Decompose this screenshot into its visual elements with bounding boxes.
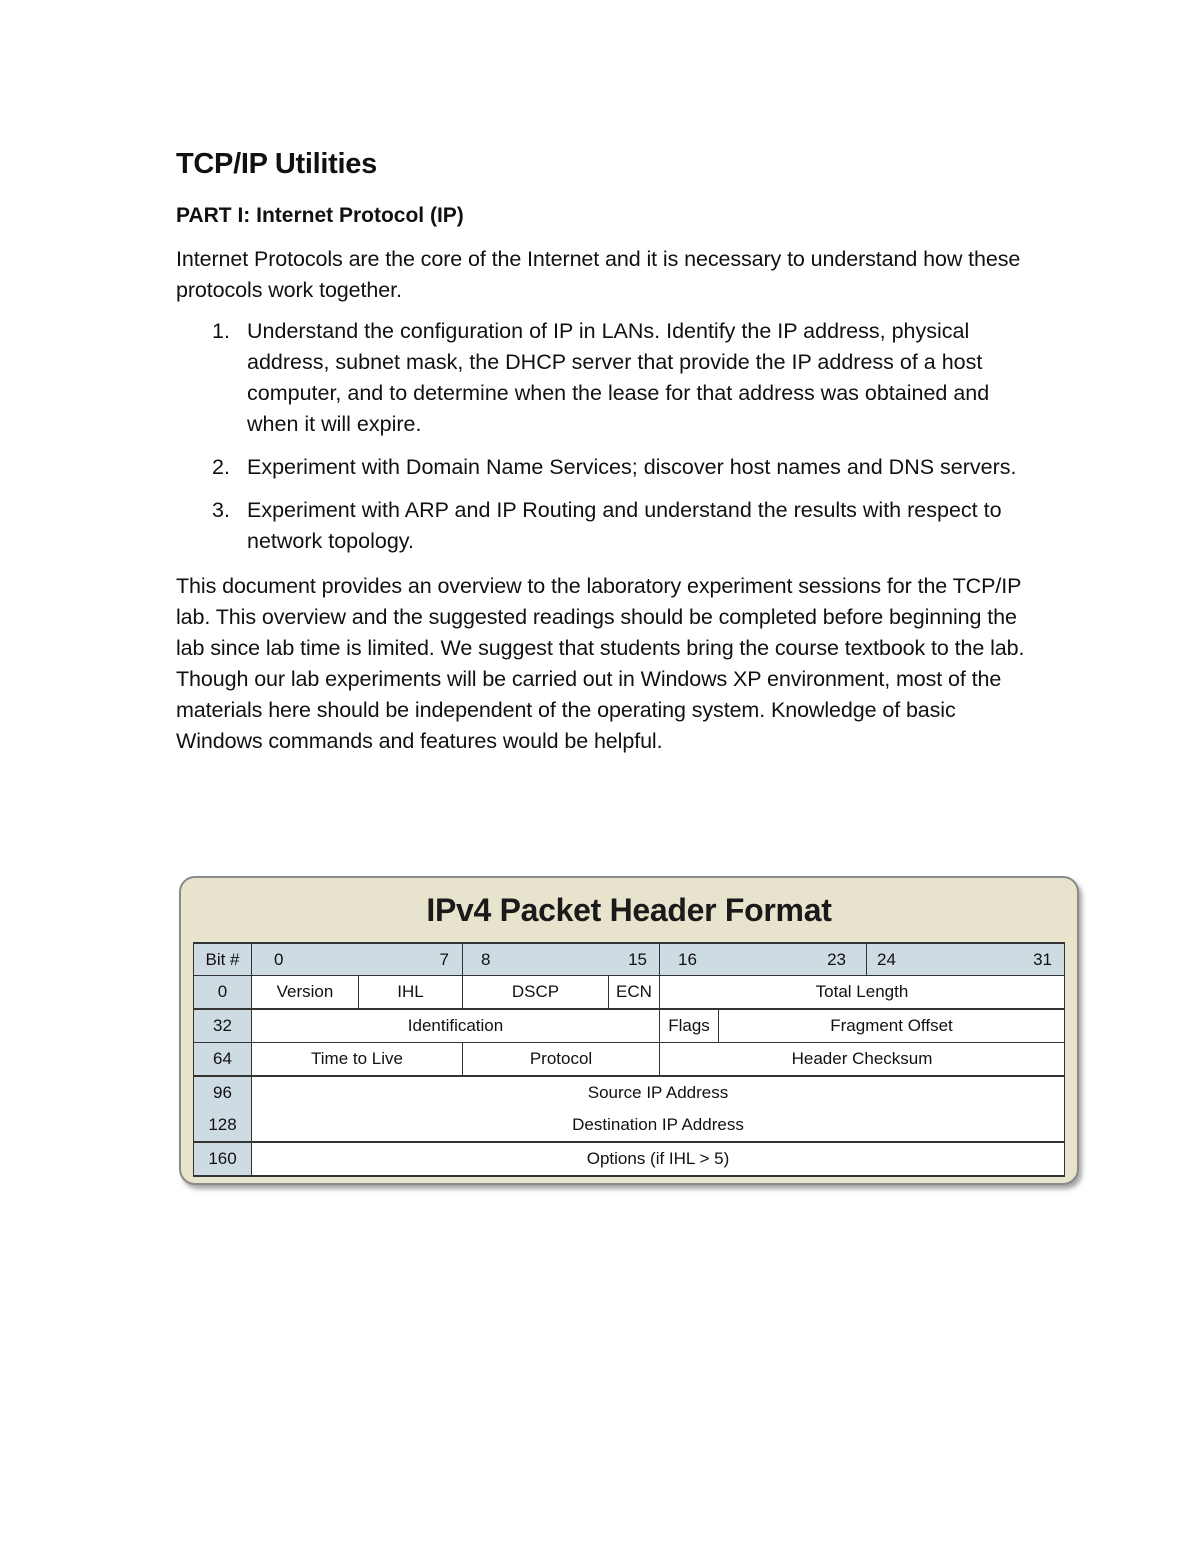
bit-mark: 15: [628, 950, 647, 969]
overview-paragraph: This document provides an overview to the laboratory experiment sessions for the TCP/IP lab. This overview and the suggested readings should be completed before beginning the lab since lab time is limited. We suggest that students bring the course textbook to the lab. Though our lab experiments will be carried out in Windows XP environment, most of the materials here should be independent of the operating system. Knowledge of basic Windows commands and features would be helpful.: [176, 574, 1025, 753]
field-destination-ip: Destination IP Address: [252, 1109, 1065, 1142]
table-row: [194, 1076, 1065, 1109]
table-row: [194, 1109, 1065, 1142]
list-item: [176, 495, 1036, 557]
field-fragment-offset: Fragment Offset: [719, 1009, 1065, 1043]
bit-mark: 31: [1033, 950, 1052, 969]
bit-range-24-31: [867, 943, 1065, 976]
bit-label: Bit #: [194, 943, 252, 976]
bit-mark: 7: [439, 950, 449, 969]
field-total-length: Total Length: [660, 976, 1065, 1010]
bit-mark: 8: [481, 950, 491, 969]
field-identification: Identification: [252, 1009, 660, 1043]
document-body: [176, 146, 1036, 757]
list-item-text: Understand the configuration of IP in LANs. Identify the IP address, physical address, subnet mask, the DHCP server that provide the IP address of a host computer, and to determine when the lease for that address was obtained and when it will expire.: [247, 319, 990, 436]
row-offset: 0: [194, 976, 252, 1010]
figure-title: IPv4 Packet Header Format: [426, 892, 832, 928]
row-offset: 64: [194, 1043, 252, 1077]
intro-paragraph: Internet Protocols are the core of the Internet and it is necessary to understand how these protocols work together.: [176, 247, 1021, 302]
bit-mark: 24: [877, 950, 896, 969]
list-item-text: Experiment with ARP and IP Routing and understand the results with respect to network topology.: [247, 498, 1002, 553]
row-offset: 160: [194, 1142, 252, 1176]
list-item-text: Experiment with Domain Name Services; discover host names and DNS servers.: [247, 455, 1017, 479]
objectives-list: [176, 316, 1036, 557]
table-row: [194, 976, 1065, 1010]
bit-range-16-23: [660, 943, 867, 976]
list-item: [176, 316, 1036, 440]
field-time-to-live: Time to Live: [252, 1043, 463, 1077]
ipv4-header-table: [193, 942, 1065, 1177]
table-row: [194, 943, 1065, 976]
field-ecn: ECN: [609, 976, 660, 1010]
bit-mark: 16: [678, 950, 697, 969]
part-heading: PART I: Internet Protocol (IP): [176, 204, 464, 227]
list-item-number: 2.: [212, 455, 230, 479]
list-item-number: 1.: [212, 319, 230, 343]
field-source-ip: Source IP Address: [252, 1076, 1065, 1109]
field-flags: Flags: [660, 1009, 719, 1043]
field-options: Options (if IHL > 5): [252, 1142, 1065, 1176]
field-version: Version: [252, 976, 359, 1010]
ipv4-header-figure: [179, 876, 1079, 1185]
table-row: [194, 1043, 1065, 1077]
list-item-number: 3.: [212, 498, 230, 522]
bit-mark: 0: [274, 950, 284, 969]
bit-range-0-7: [252, 943, 463, 976]
field-dscp: DSCP: [463, 976, 609, 1010]
row-offset: 96: [194, 1076, 252, 1109]
page-title: TCP/IP Utilities: [176, 148, 377, 180]
field-ihl: IHL: [359, 976, 463, 1010]
field-header-checksum: Header Checksum: [660, 1043, 1065, 1077]
row-offset: 32: [194, 1009, 252, 1043]
bit-mark: 23: [827, 950, 846, 969]
field-protocol: Protocol: [463, 1043, 660, 1077]
table-row: [194, 1009, 1065, 1043]
list-item: [176, 452, 1036, 483]
table-row: [194, 1142, 1065, 1176]
bit-range-8-15: [463, 943, 660, 976]
row-offset: 128: [194, 1109, 252, 1142]
